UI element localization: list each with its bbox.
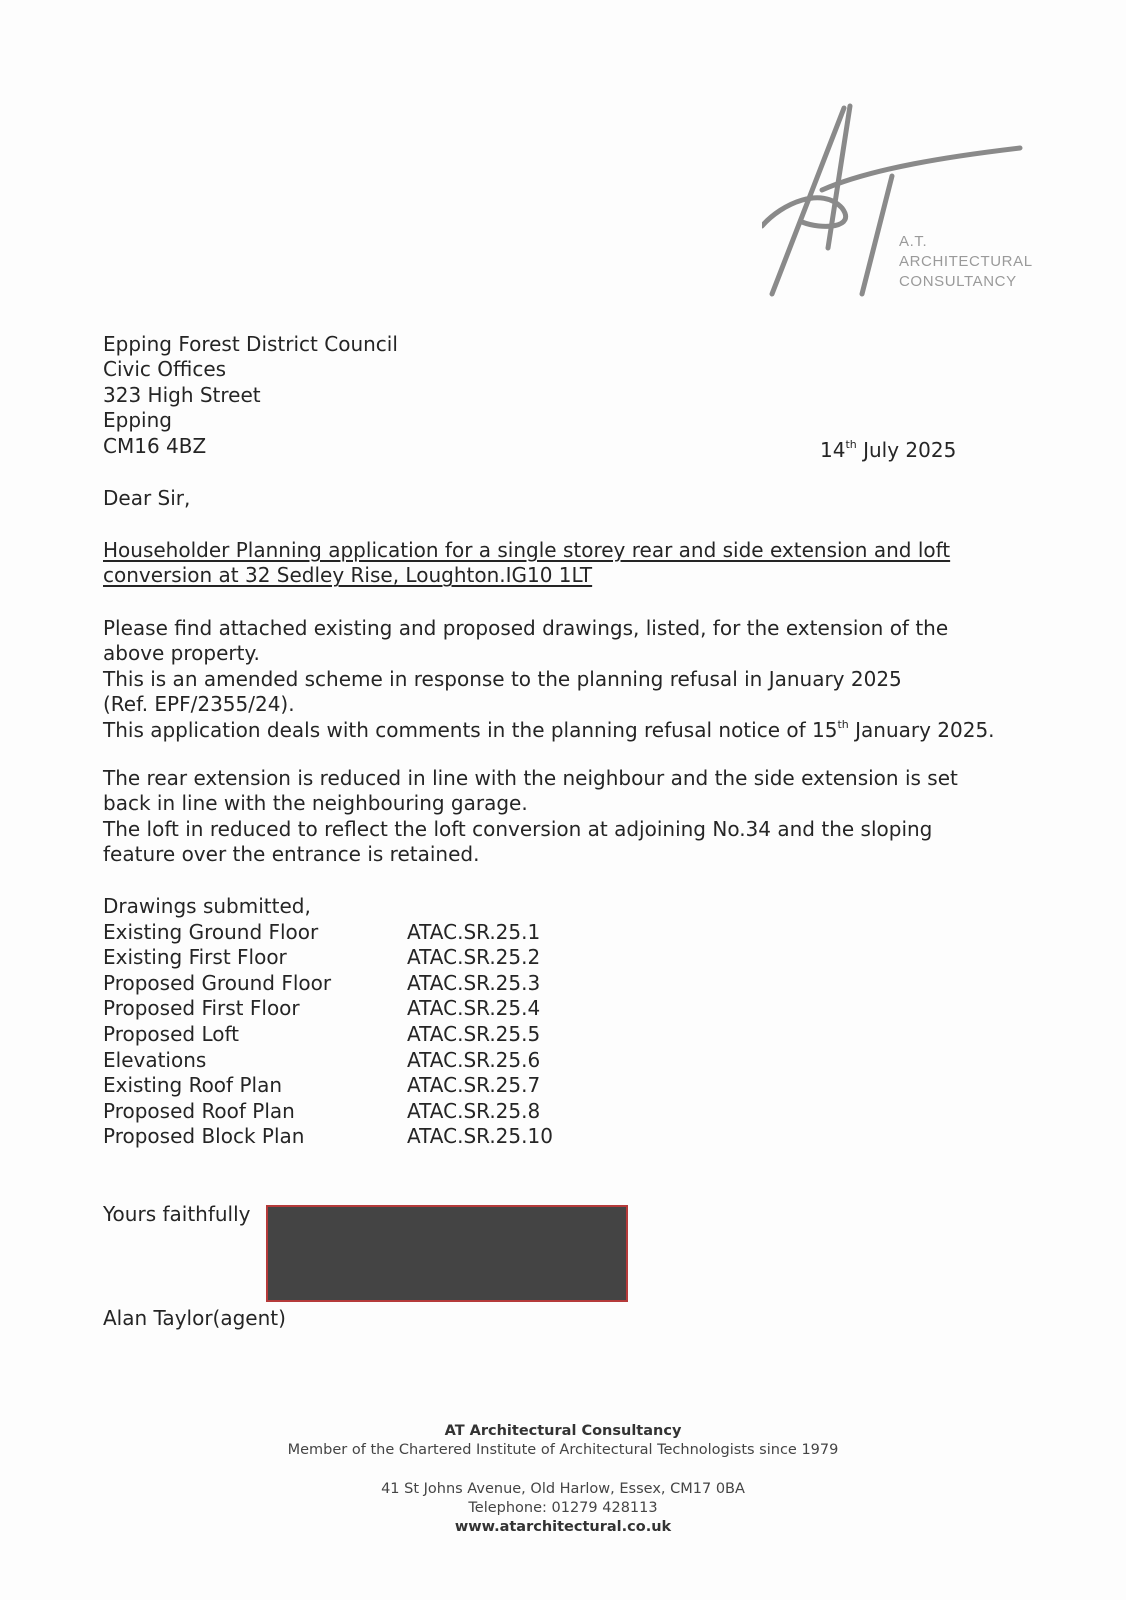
address-line: Civic Offices <box>103 357 227 382</box>
body-paragraph-2 <box>103 766 1053 868</box>
letter-date <box>820 438 956 463</box>
footer-contact-block <box>0 1480 1126 1537</box>
drawings-heading: Drawings submitted, <box>103 894 311 918</box>
body-paragraph-1 <box>103 616 1053 743</box>
drawing-item <box>103 970 541 997</box>
ordinal-suffix: th <box>837 717 849 731</box>
signatory-name: Alan Taylor(agent) <box>103 1306 286 1330</box>
drawing-item <box>103 1021 541 1048</box>
signoff: Yours faithfully <box>103 1202 251 1226</box>
date-suffix: th <box>845 438 857 451</box>
body-line: This is an amended scheme in response to the planning refusal in January 2025 <box>103 666 902 691</box>
footer-telephone: Telephone: 01279 428113 <box>468 1500 658 1516</box>
drawings-list <box>103 894 553 1150</box>
footer-company-block <box>0 1422 1126 1460</box>
logo-wordmark <box>899 232 1033 292</box>
body-line-text: This application deals with comments in the planning refusal notice of 15 <box>103 717 838 742</box>
body-line: above property. <box>103 641 260 666</box>
body-line: The loft in reduced to reflect the loft conversion at adjoining No.34 and the sloping <box>103 816 933 841</box>
drawing-code: ATAC.SR.25.7 <box>407 1073 541 1098</box>
footer-website-link[interactable]: www.atarchitectural.co.uk <box>454 1519 672 1535</box>
subject-line <box>103 538 1023 589</box>
drawing-name: Proposed Block Plan <box>103 1124 305 1149</box>
drawing-code: ATAC.SR.25.6 <box>407 1047 541 1072</box>
subject-line-1: Householder Planning application for a single storey rear and side extension and loft <box>103 538 951 562</box>
logo-line: CONSULTANCY <box>899 273 1017 290</box>
drawing-item <box>103 919 541 946</box>
drawing-name: Proposed Loft <box>103 1021 239 1046</box>
drawing-code: ATAC.SR.25.8 <box>407 1098 541 1123</box>
drawing-code: ATAC.SR.25.1 <box>407 919 541 944</box>
company-logo <box>762 98 1062 308</box>
address-line: Epping Forest District Council <box>103 332 398 356</box>
salutation: Dear Sir, <box>103 486 191 510</box>
body-line: back in line with the neighbouring garage. <box>103 791 528 816</box>
drawing-code: ATAC.SR.25.10 <box>407 1124 553 1149</box>
drawing-name: Existing Roof Plan <box>103 1073 282 1098</box>
body-line: The rear extension is reduced in line with the neighbour and the side extension is set <box>103 766 958 790</box>
body-line: (Ref. EPF/2355/24). <box>103 692 295 717</box>
drawing-name: Proposed Ground Floor <box>103 970 332 995</box>
drawing-item <box>103 945 541 971</box>
logo-line: A.T. <box>899 233 928 250</box>
drawing-code: ATAC.SR.25.2 <box>407 945 541 970</box>
date-rest: July 2025 <box>856 438 957 462</box>
drawing-item <box>103 1073 541 1099</box>
drawing-item <box>103 996 541 1022</box>
drawing-name: Proposed First Floor <box>103 996 300 1021</box>
drawing-name: Existing First Floor <box>103 945 287 970</box>
footer-membership: Member of the Chartered Institute of Architectural Technologists since 1979 <box>287 1442 839 1458</box>
footer-company-name: AT Architectural Consultancy <box>444 1423 682 1439</box>
address-line: Epping <box>103 408 172 433</box>
body-line: feature over the entrance is retained. <box>103 842 480 867</box>
drawing-code: ATAC.SR.25.4 <box>407 996 541 1021</box>
body-line: Please find attached existing and proposed drawings, listed, for the extension of the <box>103 616 949 640</box>
redacted-signature <box>266 1205 628 1302</box>
body-line <box>103 718 1053 743</box>
drawing-name: Elevations <box>103 1047 207 1072</box>
recipient-address <box>103 332 398 459</box>
date-day: 14 <box>820 438 846 462</box>
drawing-name: Existing Ground Floor <box>103 919 319 944</box>
drawing-item <box>103 1098 541 1125</box>
subject-line-2: conversion at 32 Sedley Rise, Loughton.IG10 1LT <box>103 563 593 588</box>
body-line-text: January 2025. <box>848 717 995 742</box>
drawing-item <box>103 1047 541 1074</box>
drawing-name: Proposed Roof Plan <box>103 1098 295 1123</box>
footer-address: 41 St Johns Avenue, Old Harlow, Essex, CM17 0BA <box>381 1481 745 1497</box>
drawing-code: ATAC.SR.25.3 <box>407 970 541 995</box>
address-line: CM16 4BZ <box>103 433 207 458</box>
logo-line: ARCHITECTURAL <box>899 253 1033 270</box>
drawing-code: ATAC.SR.25.5 <box>407 1021 541 1046</box>
drawing-item <box>103 1124 553 1150</box>
address-line: 323 High Street <box>103 382 261 407</box>
